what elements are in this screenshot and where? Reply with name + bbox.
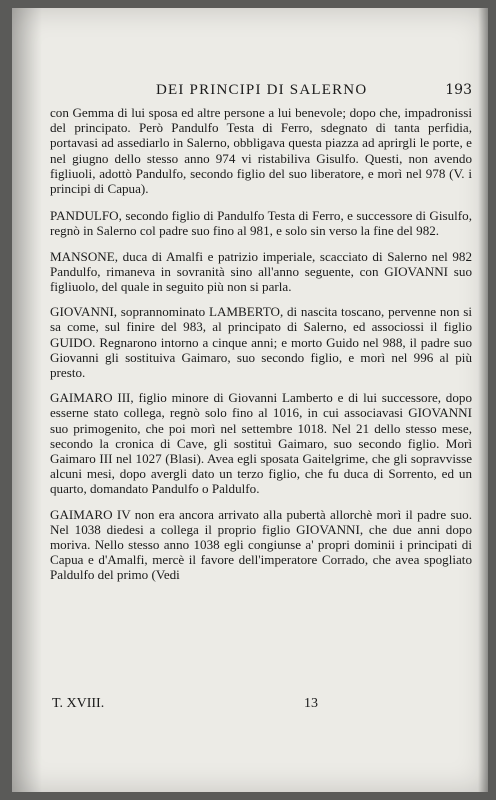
page-gutter-shadow xyxy=(12,8,42,792)
paragraph-gaimaro-iv: GAIMARO IV non era ancora arrivato alla pubertà allorchè morì il padre suo. Nel 1038 diedesi a collega il proprio figlio GIOVANNI, che due anni dopo moriva. Nello stesso anno 1038 egli congiunse a' propri dominii i principati di Capua e d'Amalfi, mercè il favore dell'imperatore Corrado, che avea spogliato Paldulfo del primo (Vedi xyxy=(50,506,472,583)
signature-number: 13 xyxy=(304,696,318,711)
paragraph-gisulfo-continuation: con Gemma di lui sposa ed altre persone a lui benevole; dopo che, impadronissi del principato. Però Pandulfo Testa di Ferro, sdegnato di tanta perfidia, portavasi ad assediarlo in Salerno, obbligava questa piazza ad aprirgli le porte, e nel giugno dello stesso anno 974 vi ristabiliva Gisulfo. Questi, non avendo figliuoli, adottò Pandulfo, secondo figlio del suo liberatore, e morì nel 978 (V. i principi di Capua). xyxy=(50,105,472,197)
page-edge-shadow xyxy=(478,8,488,792)
page-body xyxy=(50,105,472,593)
page-number: 193 xyxy=(445,82,472,98)
page-footer xyxy=(52,696,472,714)
book-page xyxy=(12,8,488,792)
running-title: DEI PRINCIPI DI SALERNO xyxy=(156,82,368,98)
paragraph-giovanni: GIOVANNI, soprannominato LAMBERTO, di nascita toscano, pervenne non si sa come, sul finire del 983, al principato di Salerno, ed associossi il figlio GUIDO. Regnarono intorno a cinque anni; e morto Guido nel 988, il padre suo Giovanni gli sostituiva Gaimaro, suo secondo figlio, e morì nel 996 al più presto. xyxy=(50,304,472,381)
paragraph-pandulfo: PANDULFO, secondo figlio di Pandulfo Testa di Ferro, e successore di Gisulfo, regnò in Salerno col padre suo fino al 981, e solo sin verso la fine del 982. xyxy=(50,208,472,239)
paragraph-gaimaro-iii: GAIMARO III, figlio minore di Giovanni Lamberto e di lui successore, dopo esserne stato collega, regnò solo fino al 1016, in cui associavasi GIOVANNI suo primogenito, che poi morì nel settembre 1018. Nel 21 dello stesso mese, secondo la cronica di Cave, gli sostituì Gaimaro, suo secondo figlio. Morì Gaimaro III nel 1027 (Blasi). Avea egli sposata Gaitelgrime, che gli sopravvisse alcuni mesi, dopo avergli dato un terzo figlio, che fu duca di Sorrento, ed un quarto, domandato Pandulfo o Paldulfo. xyxy=(50,390,472,497)
volume-signature: T. XVIII. xyxy=(52,696,105,711)
running-header xyxy=(52,82,472,102)
paragraph-mansone: MANSONE, duca di Amalfi e patrizio imperiale, scacciato di Salerno nel 982 Pandulfo, rimaneva in sovranità sino all'anno seguente, con GIOVANNI suo figliuolo, del quale in seguito più non si parla. xyxy=(50,248,472,295)
